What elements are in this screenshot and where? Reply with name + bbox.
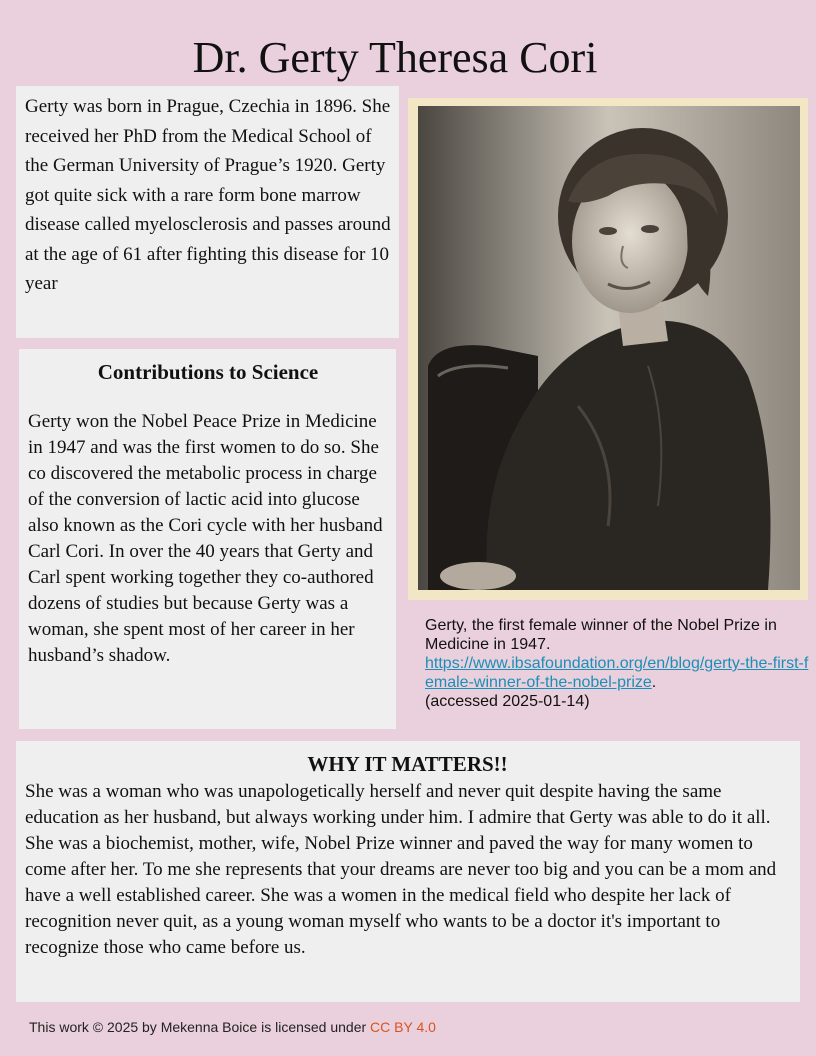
caption-link-period: . xyxy=(651,674,657,691)
license-prefix: This work © 2025 by Mekenna Boice is licensed under xyxy=(29,1019,371,1035)
contributions-heading: Contributions to Science xyxy=(97,360,319,384)
caption-accessed-date: (accessed 2025-01-14) xyxy=(425,693,590,710)
portrait-illustration xyxy=(418,106,800,590)
contributions-box xyxy=(19,349,396,729)
photo-caption xyxy=(425,616,813,711)
page-title: Dr. Gerty Theresa Cori xyxy=(192,33,598,82)
cc-license-link[interactable]: CC BY 4.0 xyxy=(370,1019,436,1035)
why-text: She was a woman who was unapologetically herself and never quit despite having the same education as her husband, but always working under him. I admire that Gerty was able to do it all. She was a biochemist, mother, wife, Nobel Prize winner and paved the way for many women to come after her. To me she represents that your dreams are never too big and you can be a mom and have a well established career. She was a women in the medical field who despite her lack of recognition never quit, as a young woman myself who wants to be a doctor it's important to recognize those who came before us. xyxy=(25,781,777,958)
source-link[interactable]: https://www.ibsafoundation.org/en/blog/gerty-the-first-female-winner-of-the-nobel-prize xyxy=(425,655,809,691)
portrait-photo xyxy=(408,98,808,600)
biography-text: Gerty was born in Prague, Czechia in 1896. She received her PhD from the Medical School of the German University of Prague’s 1920. Gerty got quite sick with a rare form bone marrow disease called myelosclerosis and passes around at the age of 61 after fighting this disease for 10 year xyxy=(25,96,391,294)
why-heading: WHY IT MATTERS!! xyxy=(307,752,508,776)
why-it-matters-box xyxy=(16,741,800,1002)
caption-text: Gerty, the first female winner of the Nobel Prize in Medicine in 1947. xyxy=(425,617,777,653)
license-notice xyxy=(29,1019,436,1035)
biography-box xyxy=(16,86,399,338)
contributions-text: Gerty won the Nobel Peace Prize in Medicine in 1947 and was the first women to do so. She co discovered the metabolic process in charge of the conversion of lactic acid into glucose also known as the Cori cycle with her husband Carl Cori. In over the 40 years that Gerty and Carl spent working together they co-authored dozens of studies but because Gerty was a woman, she spent most of her career in her husband’s shadow. xyxy=(28,411,383,666)
